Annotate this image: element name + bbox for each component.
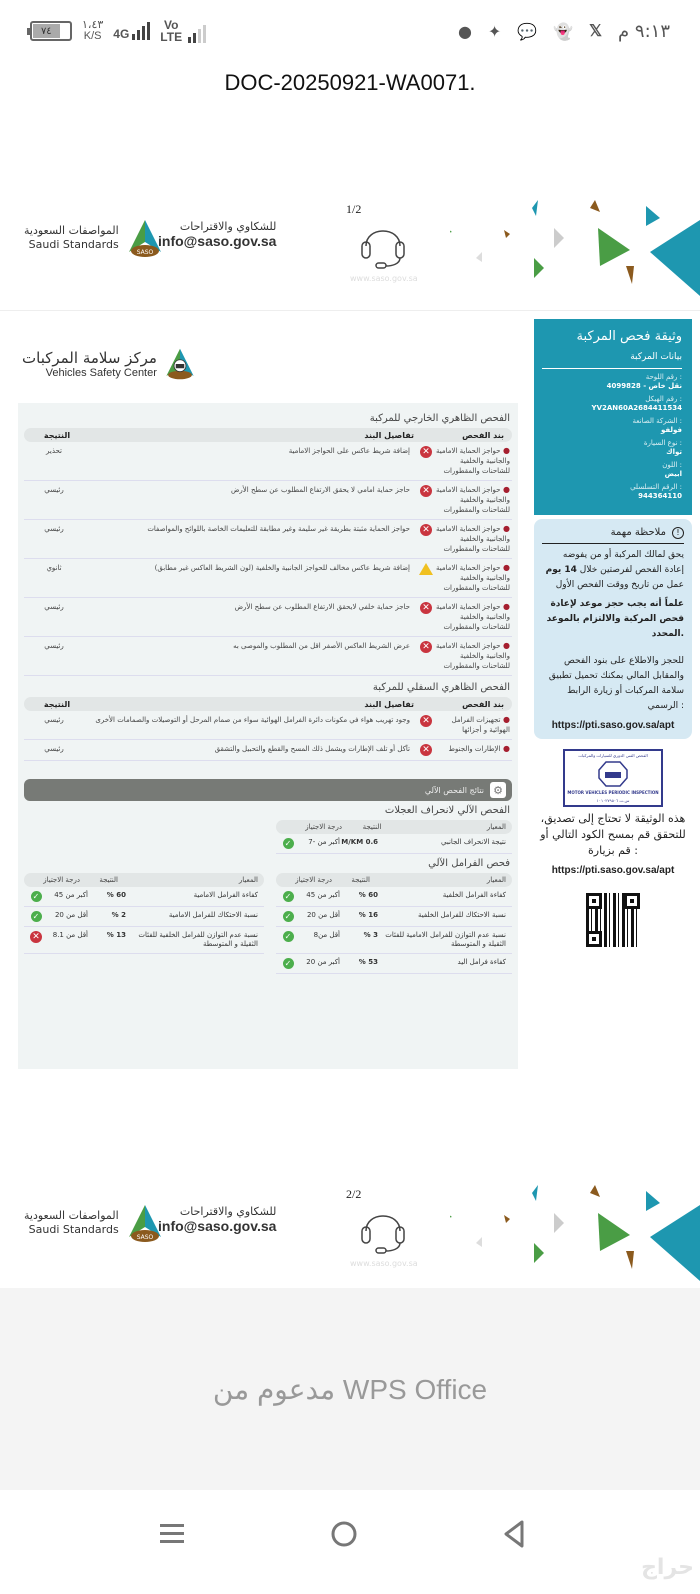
vsc-logo <box>22 347 197 381</box>
row-detail: إضافة شريط عاكس على الحواجز الامامية <box>288 447 410 455</box>
pass-check-icon: ✓ <box>283 838 294 849</box>
measure-criterion: نتيجة الانحراف الجانبي <box>441 838 506 846</box>
pass-check-icon: ✓ <box>283 911 294 922</box>
row-item-label: تجهيزات الفرامل الهوائية و أجزائها <box>451 716 510 734</box>
pass-check-icon: ✓ <box>283 958 294 969</box>
note-link[interactable]: https://pti.saso.gov.sa/apt <box>551 720 675 731</box>
org-name-ar: المواصفات السعودية <box>24 224 119 237</box>
row-status <box>416 446 436 476</box>
net-speed-value: ١،٤٣ <box>82 19 104 31</box>
measure-pass-threshold: أكبر من 20 <box>306 958 340 966</box>
table-row <box>24 442 512 481</box>
bullet-icon: ● <box>500 446 510 455</box>
row-result: رئيسي <box>44 486 64 494</box>
verify-text: هذه الوثيقة لا تحتاج إلى تصديق، للتحقق قم بمسح الكود التالي أو قم بزيارة : <box>540 812 686 857</box>
measure-result: % 16 <box>358 911 378 919</box>
field-serial: الرقم التسلسلي : 944364110 <box>630 483 682 500</box>
row-detail: حاجز حماية امامي لا يحقق الارتفاع المطلوب عن سطح الأرض <box>230 486 410 494</box>
brakes-table-left: المعيار النتيجة درجة الاجتياز كفاءة الفرامل الامامية % 60 أكبر من 45 ✓ نسبة الاحتكاك للفرامل الامامية % 2 أقل من 20 ✓ نسبة عدم التوازن للفرامل الخلفية للفئات الثقيلة و المتوسطة % 13 أقل من 8.1 ✕ <box>24 873 264 974</box>
home-circle-icon <box>330 1520 358 1548</box>
bullet-icon: ● <box>500 485 510 494</box>
measure-pass-threshold: أكبر من -7 <box>308 838 340 846</box>
row-item <box>436 602 512 632</box>
haraj-watermark: حراج <box>641 1555 694 1580</box>
field-color: اللون : ابيض <box>662 461 682 478</box>
back-button[interactable] <box>502 1520 530 1552</box>
contact-block <box>158 220 276 249</box>
org-name-en: Saudi Standards <box>28 238 119 251</box>
gear-chip-icon: ⚙ <box>490 782 506 798</box>
warning-triangle-icon <box>419 563 433 575</box>
car-inspection-icon <box>598 761 628 787</box>
underbody-table-body <box>24 711 512 761</box>
page-number: 2/2 <box>346 1187 362 1201</box>
measure-status <box>276 911 300 922</box>
measure-criterion: كفاءة الفرامل الامامية <box>193 891 258 899</box>
menu-lines-icon <box>158 1520 186 1548</box>
info-icon: ! <box>672 527 684 539</box>
contact-email[interactable]: info@saso.gov.sa <box>158 1218 277 1234</box>
field-chassis: رقم الهيكل : YV2AN60A2684411534 <box>591 395 682 412</box>
note-p3: للحجز والاطلاع على بنود الفحص والمقابل المالي بمكنك تحميل تطبيق سلامة المركبات أو زيارة الرابط الرسمي : <box>548 656 684 711</box>
vsc-name-en: Vehicles Safety Center <box>45 367 157 379</box>
row-detail: وجود تهريب هواء في مكونات دائرة الفرامل الهوائية سواء من صمام المرحل أو التوصيلات والصمامات الأخرى <box>95 716 410 724</box>
recent-apps-button[interactable] <box>158 1520 186 1552</box>
battery-icon <box>30 21 72 41</box>
row-status <box>416 563 436 593</box>
battery-level: ٧٤ <box>33 24 60 38</box>
automated-bar-title: نتائج الفحص الآلي <box>424 785 484 795</box>
bullet-icon: ● <box>500 715 510 724</box>
contact-block: للشكاوي والاقتراحات info@saso.gov.sa <box>158 1205 277 1234</box>
measure-row <box>276 954 512 974</box>
field-plate: رقم اللوحة : نقل خاص - 4099828 <box>606 373 682 390</box>
page-2-header: المواصفات السعودية Saudi Standards SASO للشكاوي والاقتراحات info@saso.gov.sa 2/2 www.saso.gov.sa <box>0 1175 700 1285</box>
svg-text:SASO: SASO <box>136 1234 153 1241</box>
row-status <box>416 524 436 554</box>
row-status <box>416 641 436 671</box>
row-item <box>436 524 512 554</box>
underbody-section-title: الفحص الظاهري السفلي للمركبة <box>372 682 510 693</box>
measure-pass-threshold: أقل من 8.1 <box>52 931 88 939</box>
measure-row <box>24 927 264 954</box>
brakes-tables <box>24 873 512 974</box>
fail-x-icon: ✕ <box>30 931 42 943</box>
volte-label: Vo LTE <box>160 18 183 44</box>
chat-icon: 💬 <box>517 21 538 41</box>
underbody-table-header: بند الفحص تفاصيل البند النتيجة <box>24 697 512 711</box>
measure-pass-threshold: أقل من 20 <box>54 911 88 919</box>
measure-status <box>276 891 300 902</box>
row-item-label: حواجز الحماية الامامية والجانبية والخلفية للشاحنات والمقطورات <box>436 564 510 592</box>
row-item <box>436 563 512 593</box>
row-item-label: الإطارات والجنوط <box>448 745 501 753</box>
automated-results-bar <box>24 779 512 801</box>
measure-result: % 53 <box>358 958 378 966</box>
measure-criterion: نسبة الاحتكاك للفرامل الخلفية <box>417 911 506 919</box>
measure-result: M/KM 0.6 <box>341 838 378 846</box>
android-nav-bar <box>0 1490 700 1594</box>
measure-status <box>24 931 48 943</box>
verify-link[interactable]: https://pti.saso.gov.sa/apt <box>551 865 675 876</box>
saso-logo: المواصفات السعودية Saudi Standards SASO <box>24 1203 165 1243</box>
sidebar-title: وثيقة فحص المركبة <box>576 329 682 344</box>
note-title: ملاحظة مهمة ! <box>542 525 684 544</box>
home-button[interactable] <box>330 1520 358 1552</box>
document-title: DOC-20250921-WA0071. <box>224 70 476 95</box>
brakes-table-right: المعيار النتيجة درجة الاجتياز كفاءة الفرامل الخلفية % 60 أكبر من 45 ✓ نسبة الاحتكاك للفرامل الخلفية % 16 أقل من 20 ✓ نسبة عدم التوازن للفرامل الامامية للفئات الثقيلة و المتوسطة % 3 أقل من8 ✓ كفاءة فرامل اليد % 53 أكبر من 20 ✓ <box>276 873 512 974</box>
measure-criterion: نسبة عدم التوازن للفرامل الخلفية للفئات الثقيلة و المتوسطة <box>138 931 258 948</box>
bullet-icon: ● <box>500 524 510 533</box>
page-1-body <box>0 310 700 1100</box>
row-result: رئيسي <box>44 525 64 533</box>
important-note <box>534 519 692 739</box>
wheel-table-header: المعيار النتيجة درجة الاجتياز <box>276 820 512 834</box>
measure-row <box>276 834 512 854</box>
wheel-section-title: الفحص الآلي لانحراف العجلات <box>384 805 510 816</box>
saso-logo <box>24 218 165 258</box>
status-left <box>30 19 206 43</box>
measure-pass-threshold: أكبر من 45 <box>54 891 88 899</box>
qr-code[interactable] <box>586 893 640 947</box>
headset-icon <box>358 1203 408 1257</box>
contact-label: للشكاوي والاقتراحات <box>179 220 277 233</box>
vehicle-data-card <box>534 319 692 515</box>
measure-status <box>276 838 300 849</box>
pass-check-icon: ✓ <box>283 931 294 942</box>
measure-result: % 13 <box>106 931 126 939</box>
table-row <box>24 559 512 598</box>
table-row <box>24 520 512 559</box>
row-status <box>416 744 436 756</box>
row-item <box>436 744 512 756</box>
measure-pass-threshold: أقل من8 <box>313 931 340 939</box>
measure-row <box>276 907 512 927</box>
contact-email[interactable]: info@saso.gov.sa <box>158 233 277 249</box>
measure-result: % 60 <box>106 891 126 899</box>
signal-2 <box>160 19 206 43</box>
row-item-label: حواجز الحماية الامامية والجانبية والخلفية للشاحنات والمقطورات <box>436 447 510 475</box>
exterior-section-title: الفحص الظاهري الخارجي للمركبة <box>369 413 510 424</box>
vsc-logo-icon <box>163 347 197 381</box>
inspection-main <box>18 403 518 1069</box>
fail-x-icon: ✕ <box>420 524 432 536</box>
sparkle-icon: ✦ <box>487 21 502 41</box>
pass-check-icon: ✓ <box>31 911 42 922</box>
note-p1: يحق لمالك المركبة أو من يفوضه إعادة الفحص لفرصتين خلال 14 يوم عمل من تاريخ ووقت الفحص الأول <box>545 550 684 590</box>
measure-result: % 3 <box>363 931 378 939</box>
field-car-type: نوع السيارة : تواك <box>643 439 682 456</box>
measure-row <box>24 887 264 907</box>
page-1-header <box>0 190 700 300</box>
svg-text:SASO: SASO <box>136 249 153 256</box>
fail-x-icon: ✕ <box>420 485 432 497</box>
table-row <box>24 740 512 761</box>
clock: ٩:١٣ م <box>618 20 670 42</box>
dot-icon: ● <box>457 21 472 41</box>
wheel-table-body <box>276 834 512 854</box>
row-result: رئيسي <box>44 642 64 650</box>
exterior-table-body <box>24 442 512 676</box>
bullet-icon: ● <box>500 641 510 650</box>
page-number: 1/2 <box>346 202 362 216</box>
measure-result: % 2 <box>111 911 126 919</box>
measure-status <box>276 958 300 969</box>
network-type-label: 4G <box>113 27 130 41</box>
measure-result: % 60 <box>358 891 378 899</box>
vsc-name-ar: مركز سلامة المركبات <box>22 349 157 367</box>
fail-x-icon: ✕ <box>420 641 432 653</box>
measure-row <box>276 887 512 907</box>
measure-criterion: كفاءة الفرامل الخلفية <box>442 891 506 899</box>
row-detail: حاجز حماية خلفي لايحقق الارتفاع المطلوب عن سطح الأرض <box>234 603 410 611</box>
row-item <box>436 446 512 476</box>
net-speed-unit: K/S <box>83 30 102 42</box>
fail-x-icon: ✕ <box>420 446 432 458</box>
table-row <box>24 598 512 637</box>
brakes-section-title: فحص الفرامل الآلي <box>428 858 510 869</box>
table-row <box>24 481 512 520</box>
bullet-icon: ● <box>500 563 510 572</box>
row-result: رئيسي <box>44 716 64 724</box>
row-item-label: حواجز الحماية الامامية والجانبية والخلفية للشاحنات والمقطورات <box>436 486 510 514</box>
row-result: رئيسي <box>44 603 64 611</box>
row-detail: حواجز الحماية مثبتة بطريقة غير سليمة وغير مطابقة للتعليمات الخاصة باللوائح والمواصفات <box>147 525 410 533</box>
row-item <box>436 641 512 671</box>
measure-row <box>276 927 512 954</box>
row-detail: تآكل أو تلف الإطارات ويشمل ذلك المسح والقطع والتحبيل والتشقق <box>214 745 410 753</box>
row-detail: إضافة شريط عاكس مخالف للحواجز الجانبية والخلفية (لون الشريط العاكس غير مطابق) <box>154 564 410 572</box>
wheel-table <box>276 820 512 854</box>
bullet-icon: ● <box>500 744 510 753</box>
verify-block <box>534 811 692 879</box>
signal-1 <box>113 22 150 40</box>
row-result: رئيسي <box>44 745 64 753</box>
back-triangle-icon <box>502 1520 530 1548</box>
pass-check-icon: ✓ <box>283 891 294 902</box>
table-row <box>24 637 512 676</box>
net-speed <box>82 20 103 42</box>
row-item-label: حواجز الحماية الامامية والجانبية والخلفية للشاحنات والمقطورات <box>436 525 510 553</box>
row-item-label: حواجز الحماية الامامية والجانبية والخلفية للشاحنات والمقطورات <box>436 642 510 670</box>
table-row <box>24 711 512 740</box>
fail-x-icon: ✕ <box>420 715 432 727</box>
measure-criterion: نسبة الاحتكاك للفرامل الامامية <box>168 911 258 919</box>
mvpi-stamp: الفحص الفني الدوري للسيارات والمركبات MOTOR VEHICLES PERIODIC INSPECTION س.ت ١٠١٠٢٧٩٥٠٦ <box>563 749 663 807</box>
measure-row <box>24 907 264 927</box>
row-item <box>436 715 512 735</box>
note-p2: علماً أنه يجب حجز موعد لإعادة فحص المركبة والالتزام بالموعد المحدد. <box>546 599 684 639</box>
measure-status <box>24 911 48 922</box>
row-result: ثانوي <box>46 564 62 572</box>
x-icon: 𝕏 <box>589 23 603 40</box>
row-item <box>436 485 512 515</box>
exterior-table-header: بند الفحص تفاصيل البند النتيجة <box>24 428 512 442</box>
measure-pass-threshold: أقل من 20 <box>306 911 340 919</box>
measure-status <box>276 931 300 942</box>
sidebar-subtitle: بيانات المركبة <box>542 352 682 369</box>
measure-criterion: كفاءة فرامل اليد <box>457 958 506 966</box>
measure-criterion: نسبة عدم التوازن للفرامل الامامية للفئات الثقيلة و المتوسطة <box>385 931 506 948</box>
decorative-triangles <box>450 1175 700 1285</box>
wps-powered-by: مدعوم من WPS Office <box>0 1288 700 1490</box>
row-detail: عرض الشريط العاكس الأصفر اقل من المطلوب والموصى به <box>233 642 410 650</box>
vehicle-sidebar <box>534 319 692 947</box>
snapchat-icon: 👻 <box>553 21 574 41</box>
signal-bars-weak-icon <box>188 25 206 43</box>
headset-icon <box>358 218 408 272</box>
pass-check-icon: ✓ <box>31 891 42 902</box>
measure-pass-threshold: أكبر من 45 <box>306 891 340 899</box>
row-status <box>416 602 436 632</box>
measure-status <box>24 891 48 902</box>
row-item-label: حواجز الحماية الامامية والجانبية والخلفية للشاحنات والمقطورات <box>436 603 510 631</box>
decorative-triangles <box>450 190 700 300</box>
row-result: تحذير <box>46 447 62 455</box>
fail-x-icon: ✕ <box>420 602 432 614</box>
field-manufacturer: الشركة الصانعة : فولفو <box>632 417 682 434</box>
fail-x-icon: ✕ <box>420 744 432 756</box>
row-status <box>416 485 436 515</box>
signal-bars-icon <box>132 22 150 40</box>
website-text: www.saso.gov.sa <box>350 274 418 283</box>
status-right <box>458 21 670 42</box>
bullet-icon: ● <box>500 602 510 611</box>
row-status <box>416 715 436 735</box>
status-bar <box>0 0 700 62</box>
